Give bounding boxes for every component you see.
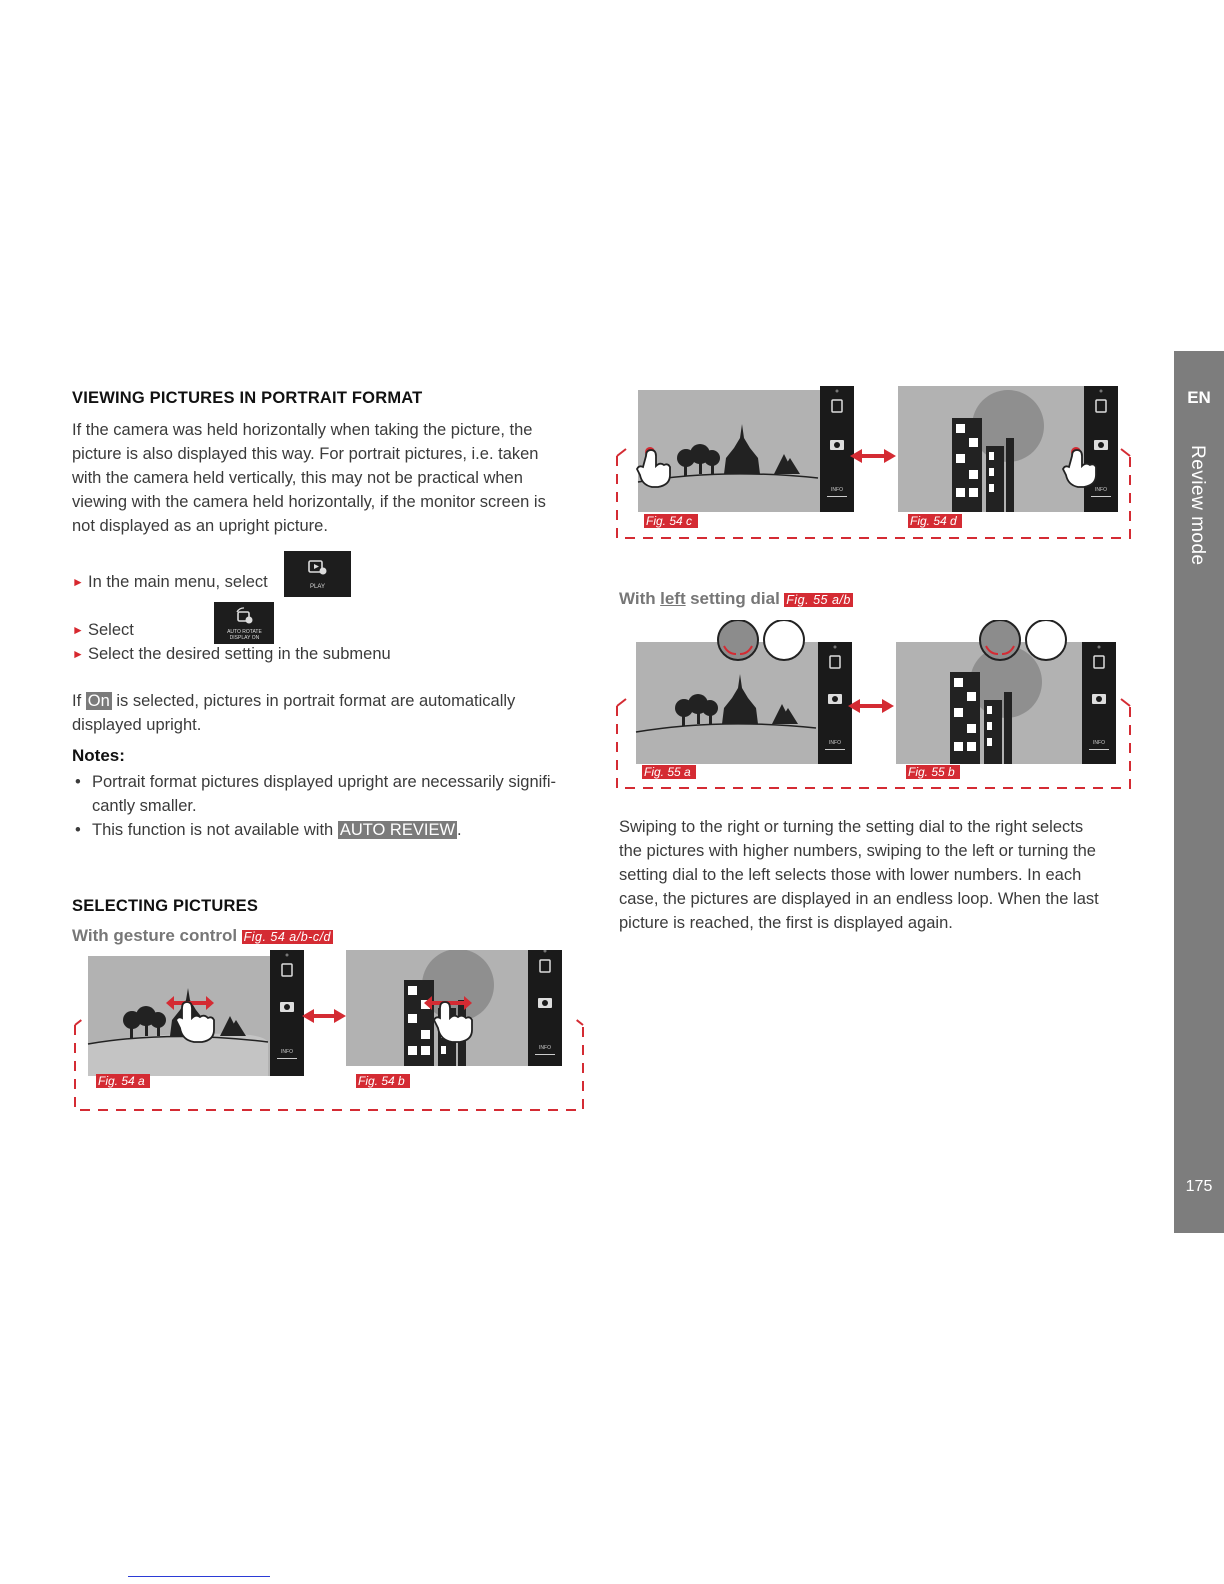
- step-select: [72, 618, 134, 642]
- dial-title: With: [619, 589, 656, 608]
- page-number: 175: [1185, 1178, 1213, 1195]
- note-text: .: [457, 821, 462, 839]
- section-label-text: Review mode: [1187, 445, 1208, 566]
- step-text: Select the desired setting in the submenu: [88, 645, 391, 663]
- step-text: In the main menu, select: [88, 573, 268, 591]
- note-text: cantly smaller.: [92, 797, 197, 815]
- rotate-icon: [234, 607, 254, 625]
- gesture-title: With gesture control: [72, 926, 238, 945]
- fig-label-54d: Fig. 54 d: [910, 514, 957, 528]
- body-line: picture is reached, the first is displayed again.: [619, 914, 953, 932]
- intro-line: picture is also displayed this way. For portrait pictures, i.e. taken: [72, 445, 539, 463]
- info-label: INFO: [831, 487, 843, 493]
- arrow-bullet-icon: ►: [72, 575, 84, 589]
- step-text: Select: [88, 621, 134, 639]
- text-fragment: is selected, pictures in portrait format are automatically: [116, 692, 516, 710]
- intro-line: If the camera was held horizontally when taking the picture, the: [72, 421, 533, 439]
- fig-label-55a: Fig. 55 a: [644, 765, 691, 779]
- body-line: setting dial to the left selects those with lower numbers. In each: [619, 866, 1082, 884]
- selecting-body-paragraph: [619, 815, 1139, 935]
- footer-rule: [128, 1576, 270, 1577]
- info-label: INFO: [1093, 740, 1105, 746]
- auto-rotate-label: DISPLAY ON: [229, 635, 260, 641]
- info-label: INFO: [281, 1049, 293, 1055]
- figure-reference[interactable]: Fig. 54 a/b-c/d: [243, 930, 331, 944]
- step-main-menu: [72, 570, 268, 594]
- intro-line: not displayed as an upright picture.: [72, 517, 328, 535]
- info-label: INFO: [1095, 487, 1107, 493]
- arrow-bullet-icon: ►: [72, 623, 84, 637]
- dial-subheading: [619, 589, 853, 609]
- info-label: INFO: [539, 1045, 551, 1051]
- section-heading-selecting: SELECTING PICTURES: [72, 897, 259, 915]
- auto-rotate-label: AUTO ROTATE: [227, 629, 262, 635]
- body-line: case, the pictures are displayed in an endless loop. When the last: [619, 890, 1099, 908]
- selected-paragraph: [72, 689, 572, 737]
- section-label: [1174, 445, 1224, 645]
- fig-label-54c: Fig. 54 c: [646, 514, 693, 528]
- dial-title: setting dial: [690, 589, 780, 608]
- dial-title-underlined: left: [660, 589, 686, 608]
- play-menu-icon[interactable]: [284, 551, 351, 597]
- text-fragment: If: [72, 692, 82, 710]
- info-label: INFO: [829, 740, 841, 746]
- intro-line: with the camera held vertically, this may not be practical when: [72, 469, 523, 487]
- on-highlight: On: [87, 692, 110, 710]
- fig-label-54a: Fig. 54 a: [98, 1074, 145, 1088]
- screen-landscape: [636, 642, 852, 764]
- section-heading-portrait: VIEWING PICTURES IN PORTRAIT FORMAT: [72, 389, 423, 407]
- figure-54ab: [70, 950, 590, 1115]
- step-submenu: [72, 642, 391, 666]
- notes-heading: Notes:: [72, 746, 125, 765]
- intro-paragraph: [72, 418, 572, 538]
- play-icon: [308, 560, 328, 576]
- note-item: • Portrait format pictures displayed upright are necessarily signifi- cantly smaller.: [72, 770, 592, 818]
- text-fragment: displayed upright.: [72, 716, 202, 734]
- fig-label-55b: Fig. 55 b: [908, 765, 955, 779]
- fig-label-54b: Fig. 54 b: [358, 1074, 405, 1088]
- screen-city: [896, 642, 1116, 764]
- note-item: • This function is not available with AUTO REVIEW .: [75, 821, 462, 839]
- figure-54cd: [612, 384, 1142, 546]
- arrow-bullet-icon: ►: [72, 647, 84, 661]
- body-line: the pictures with higher numbers, swiping to the left or turning the: [619, 842, 1096, 860]
- note-text: This function is not available with: [92, 821, 334, 839]
- screen-city: [898, 386, 1118, 512]
- body-line: Swiping to the right or turning the setting dial to the right selects: [619, 818, 1084, 836]
- screen-landscape: [88, 950, 304, 1076]
- gesture-subheading: [72, 926, 333, 946]
- auto-rotate-menu-icon[interactable]: [214, 602, 274, 644]
- screen-city: [346, 950, 562, 1066]
- auto-review-highlight: AUTO REVIEW: [339, 821, 456, 839]
- notes-list: [72, 770, 592, 842]
- intro-line: viewing with the camera held horizontally, if the monitor screen is: [72, 493, 546, 511]
- play-icon-label: PLAY: [310, 584, 325, 590]
- figure-55ab: [612, 620, 1142, 795]
- figure-reference[interactable]: Fig. 55 a/b: [786, 593, 851, 607]
- screen-landscape: [637, 386, 854, 512]
- language-label: EN: [1187, 388, 1211, 407]
- note-text: Portrait format pictures displayed upright are necessarily signifi-: [92, 773, 557, 791]
